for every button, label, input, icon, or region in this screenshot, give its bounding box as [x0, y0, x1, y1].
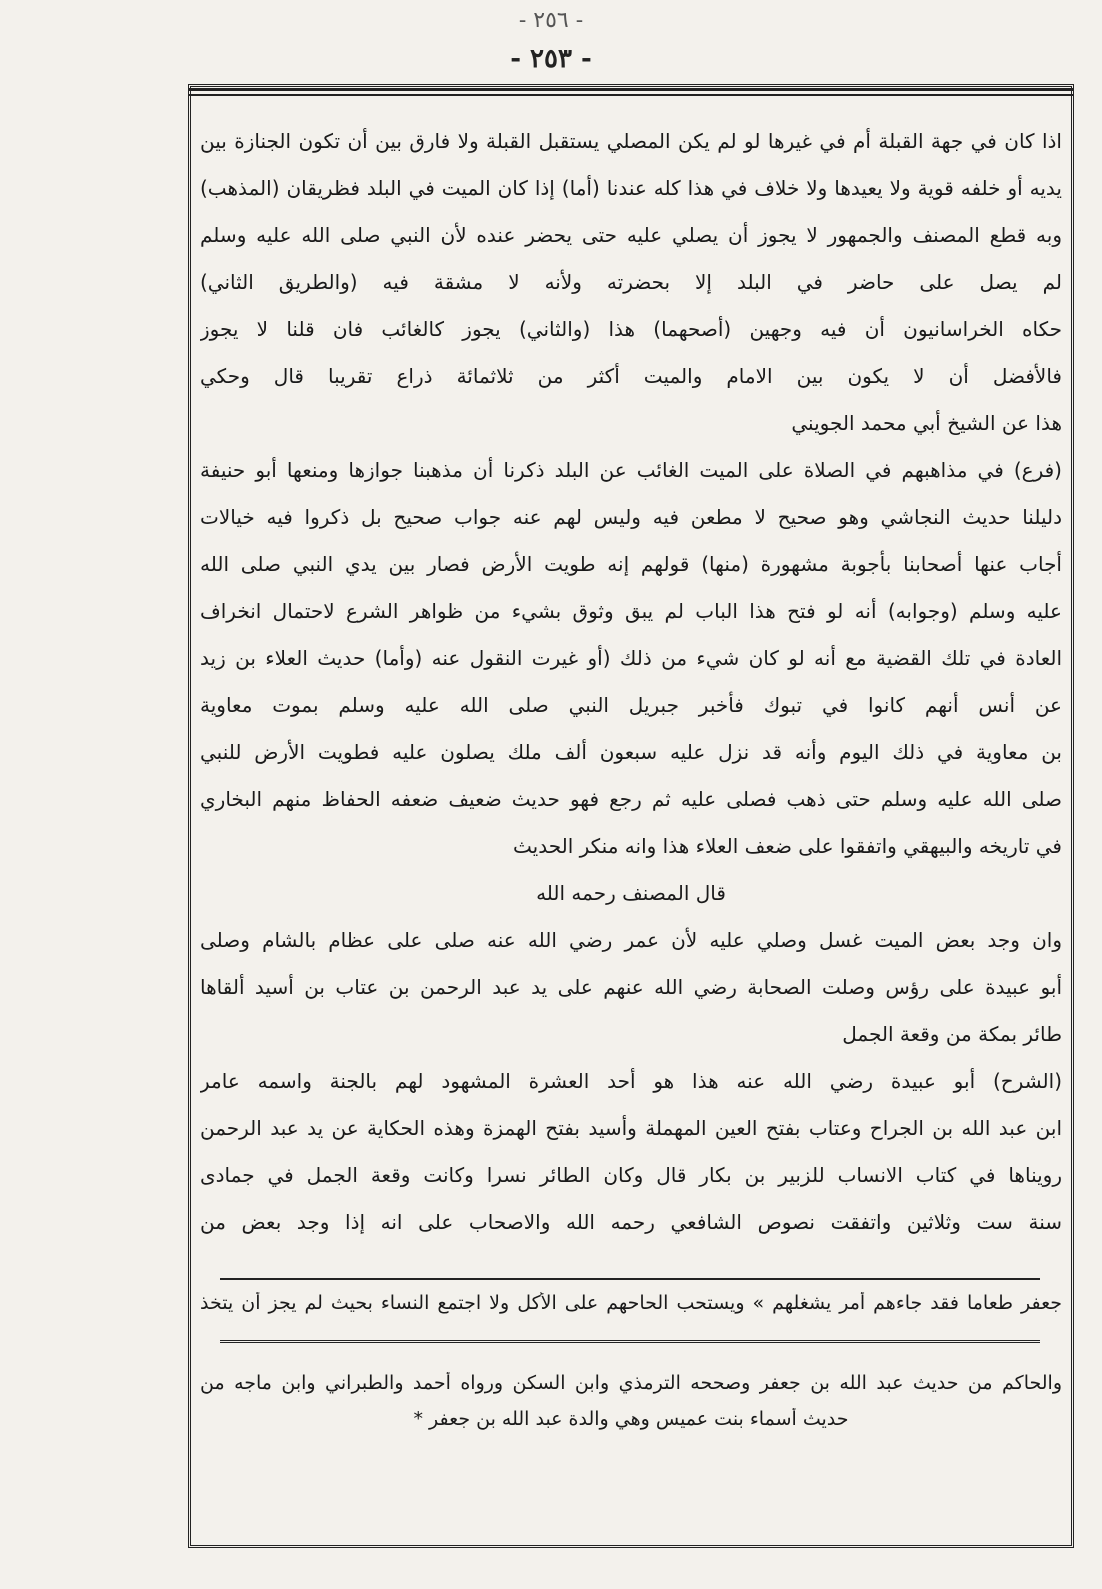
text-line: العادة في تلك القضية مع أنه لو كان شيء من ذلك (أو غيرت النقول عنه (وأما) حديث العلاء بن زيد — [200, 646, 1062, 670]
text-line: أجاب عنها أصحابنا بأجوبة مشهورة (منها) قولهم إنه طويت الأرض فصار بين يدي النبي صلى الله — [200, 552, 1062, 576]
text-line: لم يصل على حاضر في البلد إلا بحضرته ولأنه لا مشقة فيه (والطريق الثاني) — [200, 270, 1062, 294]
text-line: أبو عبيدة على رؤس وصلت الصحابة رضي الله عنهم على يد عبد الرحمن بن عتاب بن أسيد ألقاها — [200, 975, 1062, 999]
top-rule — [188, 88, 1074, 96]
text-line: عن أنس أنهم كانوا في تبوك فأخبر جبريل النبي صلى الله عليه وسلم بموت معاوية — [200, 693, 1062, 717]
text-line: سنة ست وثلاثين واتفقت نصوص الشافعي رحمه الله والاصحاب على انه إذا وجد بعض من — [200, 1210, 1062, 1234]
text-line: (الشرح) أبو عبيدة رضي الله عنه هذا هو أحد العشرة المشهود لهم بالجنة واسمه عامر — [200, 1069, 1062, 1093]
footnote-line: حديث أسماء بنت عميس وهي والدة عبد الله بن جعفر * — [413, 1408, 849, 1430]
page-number-top: - ٢٥٦ - — [518, 8, 584, 33]
text-line: هذا عن الشيخ أبي محمد الجويني — [791, 411, 1062, 435]
text-line: صلى الله عليه وسلم حتى ذهب فصلى عليه ثم رجع فهو حديث ضعيف ضعفه الحفاظ منهم البخاري — [200, 787, 1062, 811]
main-text — [200, 118, 1062, 1246]
text-line: دليلنا حديث النجاشي وهو صحيح لا مطعن فيه وليس لهم عنه جواب صحيح بل ذكروا فيه خيالات — [200, 505, 1062, 529]
text-line: رويناها في كتاب الانساب للزبير بن بكار قال وكان الطائر نسرا وكانت وقعة الجمل في جمادى — [200, 1163, 1062, 1187]
footnote-line: جعفر طعاما فقد جاءهم أمر يشغلهم » ويستحب الحاحهم على الأكل ولا اجتمع النساء بحيث لم يجز أن يتخذ — [200, 1292, 1062, 1314]
text-line: عليه وسلم (وجوابه) أنه لو فتح هذا الباب لم يبق وثوق بشيء من ظواهر الشرع لاحتمال انخراف — [200, 599, 1062, 623]
text-line: وبه قطع المصنف والجمهور لا يجوز أن يصلي عليه حتى يحضر عنده لأن النبي صلى الله عليه وسلم — [200, 223, 1062, 247]
footnote-divider-double — [220, 1340, 1040, 1347]
section-heading: قال المصنف رحمه الله — [536, 881, 726, 905]
text-line: وان وجد بعض الميت غسل وصلي عليه لأن عمر رضي الله عنه صلى على عظام بالشام وصلى — [200, 928, 1062, 952]
text-line: في تاريخه والبيهقي واتفقوا على ضعف العلاء هذا وانه منكر الحديث — [512, 834, 1062, 858]
footnote-divider — [220, 1278, 1040, 1280]
text-line: بن معاوية في ذلك اليوم وأنه قد نزل عليه سبعون ألف ملك يصلون عليه فطويت الأرض للنبي — [200, 740, 1062, 764]
text-line: طائر بمكة من وقعة الجمل — [842, 1022, 1062, 1046]
page-number-main: - ٢٥٣ - — [510, 44, 592, 74]
footnote-line: والحاكم من حديث عبد الله بن جعفر وصححه الترمذي وابن السكن ورواه أحمد والطبراني وابن ماجه من — [200, 1372, 1062, 1394]
text-line: حكاه الخراسانيون أن فيه وجهين (أصحهما) هذا (والثاني) يجوز كالغائب فان قلنا لا يجوز — [200, 317, 1062, 341]
text-line: (فرع) في مذاهبهم في الصلاة على الميت الغائب عن البلد ذكرنا أن مذهبنا جوازها ومنعها أبو حنيفة — [200, 458, 1062, 482]
text-line: ابن عبد الله بن الجراح وعتاب بفتح العين المهملة وأسيد بفتح الهمزة وهذه الحكاية عن يد عبد الرحمن — [200, 1116, 1062, 1140]
text-line: فالأفضل أن لا يكون بين الامام والميت أكثر من ثلاثمائة ذراع تقريبا قال وحكي — [200, 364, 1062, 388]
text-line: يديه أو خلفه قوية ولا يعيدها ولا خلاف في هذا كله عندنا (أما) إذا كان الميت في البلد فظريقان (المذهب) — [200, 176, 1062, 200]
text-line: اذا كان في جهة القبلة أم في غيرها لو لم يكن المصلي يستقبل القبلة ولا فارق بين أن تكون الجنازة بين — [200, 129, 1062, 153]
